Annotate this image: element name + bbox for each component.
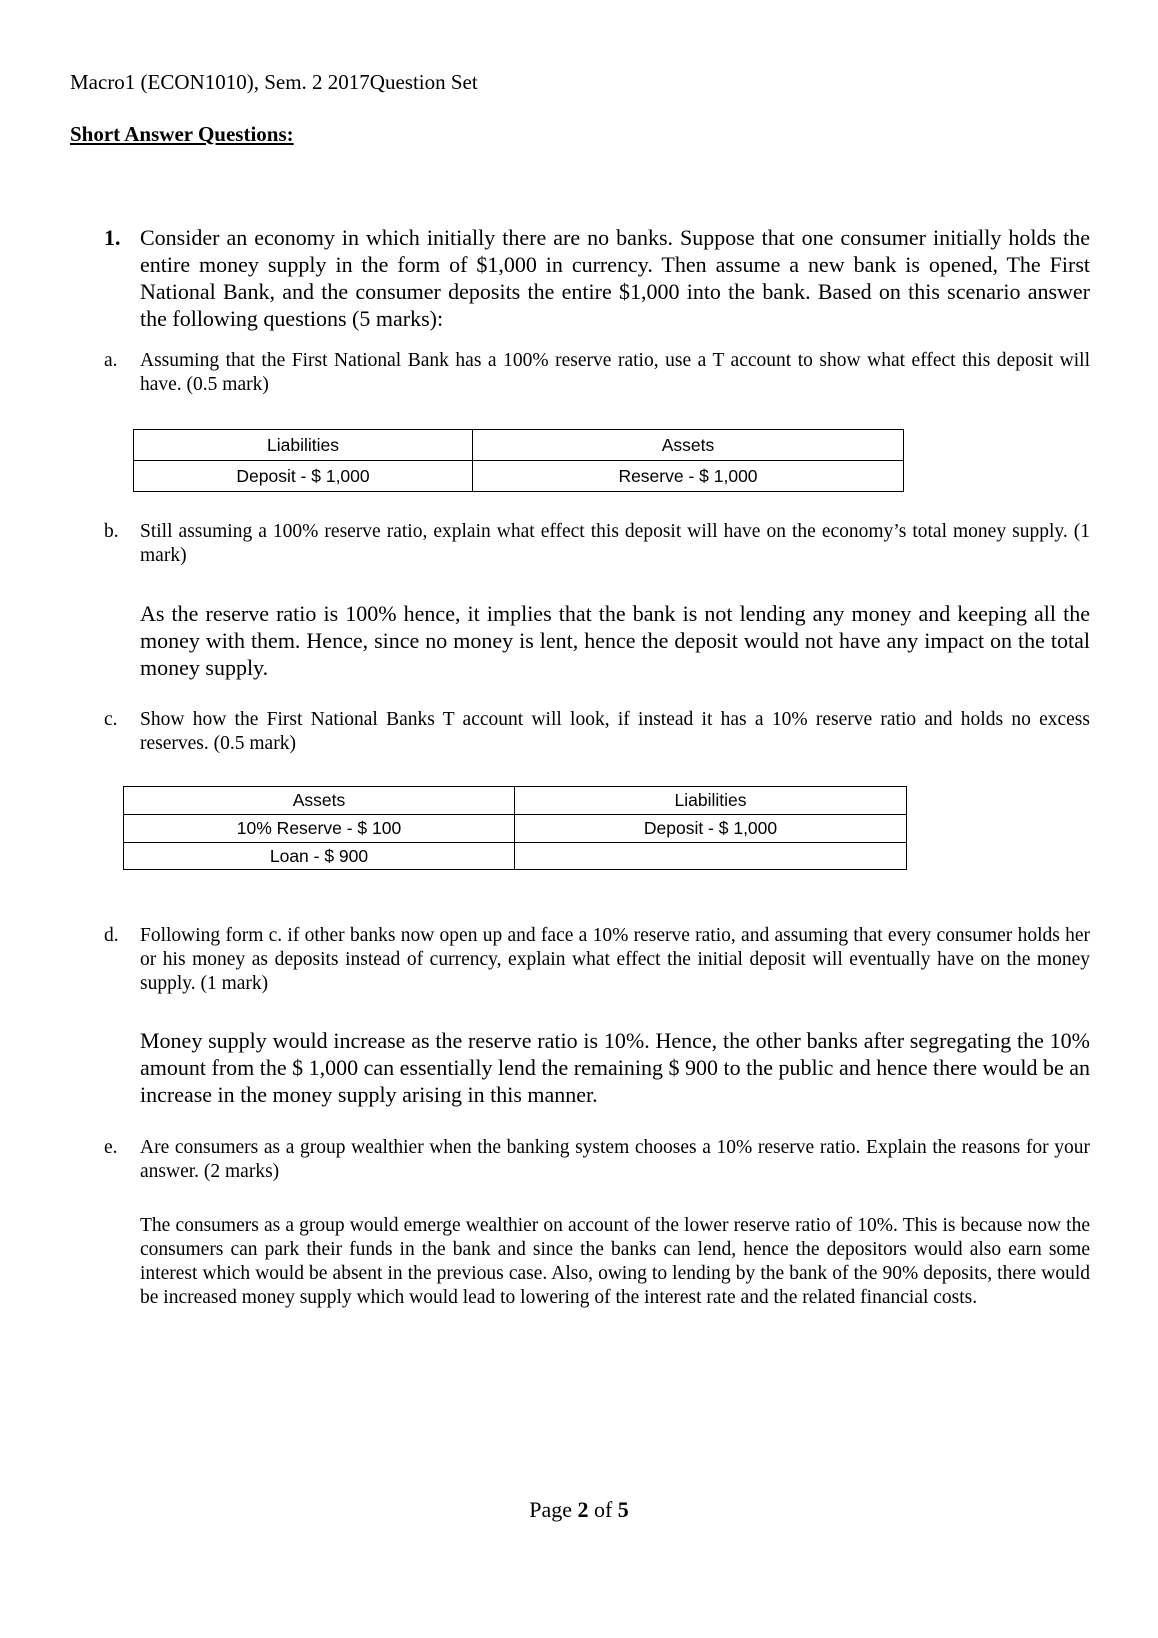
part-b-answer: As the reserve ratio is 100% hence, it implies that the bank is not lending any money and keeping all the money with them. Hence, since no money is lent, hence the deposit would not have any impact on the total money supply.: [140, 601, 1090, 680]
part-c-question: [104, 708, 1090, 756]
part-d-answer: Money supply would increase as the reserve ratio is 10%. Hence, the other banks after segregating the 10% amount from the $ 1,000 can essentially lend the remaining $ 900 to the public and hence there would be an increase in the money supply arising in this manner.: [140, 1028, 1091, 1107]
part-d-question: [104, 924, 1090, 996]
question-number: 1.: [104, 225, 121, 250]
question-1: [104, 224, 1090, 332]
total-pages-number: 5: [617, 1497, 629, 1522]
part-letter: e.: [104, 1137, 118, 1158]
table-header-cell: Assets: [473, 430, 904, 461]
table-cell: Deposit - $ 1,000: [515, 815, 907, 843]
question-text: Consider an economy in which initially there are no banks. Suppose that one consumer initially holds the entire money supply in the form of $1,000 in currency. Then assume a new bank is opened, The First National Bank, and the consumer deposits the entire $1,000 into the bank. Based on this scenario answer the following questions (5 marks):: [140, 225, 1090, 331]
part-b-question: [104, 520, 1090, 568]
table-cell: Reserve - $ 1,000: [473, 461, 904, 492]
part-letter: d.: [104, 925, 119, 946]
table-cell: 10% Reserve - $ 100: [124, 815, 515, 843]
table-header-cell: Liabilities: [515, 787, 907, 815]
table-header-cell: Assets: [124, 787, 515, 815]
table-cell: Deposit - $ 1,000: [134, 461, 473, 492]
table-cell: [515, 843, 907, 870]
page-of-label: of: [593, 1497, 613, 1522]
current-page-number: 2: [577, 1497, 589, 1522]
part-text: Are consumers as a group wealthier when the banking system chooses a 10% reserve ratio. Explain the reasons for your answer. (2 marks): [140, 1137, 1090, 1182]
table-cell: Loan - $ 900: [124, 843, 515, 870]
part-letter: c.: [104, 709, 118, 730]
section-title: Short Answer Questions:: [70, 122, 294, 146]
t-account-table-c: [123, 786, 907, 870]
table-header-cell: Liabilities: [134, 430, 473, 461]
part-text: Following form c. if other banks now open up and face a 10% reserve ratio, and assuming that every consumer holds her or his money as deposits instead of currency, explain what effect the initial deposit will eventually have on the money supply. (1 mark): [140, 925, 1090, 994]
part-text: Still assuming a 100% reserve ratio, explain what effect this deposit will have on the economy’s total money supply. (1 mark): [140, 521, 1090, 566]
page-label: Page: [529, 1497, 572, 1522]
part-text: Assuming that the First National Bank has a 100% reserve ratio, use a T account to show what effect this deposit will have. (0.5 mark): [140, 350, 1090, 395]
page-footer: [0, 1497, 1158, 1523]
part-letter: b.: [104, 521, 119, 542]
part-e-question: [104, 1136, 1090, 1184]
part-letter: a.: [104, 350, 118, 371]
document-header: Macro1 (ECON1010), Sem. 2 2017Question Set: [70, 70, 478, 94]
part-a-question: [104, 349, 1090, 397]
t-account-table-a: [133, 429, 904, 492]
part-e-answer: The consumers as a group would emerge wealthier on account of the lower reserve ratio of 10%. This is because now the consumers can park their funds in the bank and since the banks can lend, hence the depositors would also earn some interest which would be absent in the previous case. Also, owing to lending by the bank of the 90% deposits, there would be increased money supply which would lead to lowering of the interest rate and the related financial costs.: [140, 1215, 1090, 1308]
part-text: Show how the First National Banks T account will look, if instead it has a 10% reserve ratio and holds no excess reserves. (0.5 mark): [140, 709, 1090, 754]
